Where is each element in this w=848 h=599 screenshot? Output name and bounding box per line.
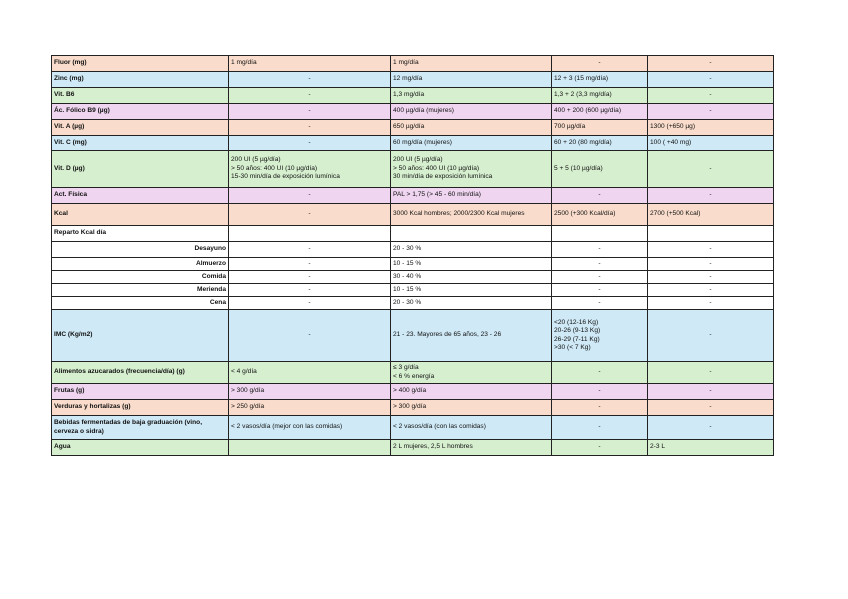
table-row bbox=[52, 400, 774, 416]
table-row bbox=[52, 120, 774, 136]
row-label: Alimentos azucarados (frecuencia/día) (g) bbox=[52, 362, 229, 384]
table-cell: - bbox=[229, 242, 391, 258]
table-cell: 200 UI (5 µg/día) > 50 años: 400 UI (10 µg/día) 15-30 min/día de exposición lumínica bbox=[229, 151, 391, 188]
table-cell: 2 L mujeres, 2,5 L hombres bbox=[391, 440, 552, 456]
table-cell: ≤ 3 g/día < 6 % energía bbox=[391, 362, 552, 384]
table-cell: 1 mg/día bbox=[229, 56, 391, 72]
table-cell: - bbox=[648, 56, 774, 72]
table-cell: - bbox=[229, 120, 391, 136]
table-cell: 10 - 15 % bbox=[391, 258, 552, 271]
table-cell: 1300 (+650 µg) bbox=[648, 120, 774, 136]
table-cell: - bbox=[552, 362, 648, 384]
table-cell: - bbox=[229, 188, 391, 204]
table-cell bbox=[648, 226, 774, 242]
row-label: Almuerzo bbox=[52, 258, 229, 271]
table-cell: - bbox=[648, 258, 774, 271]
row-label: Desayuno bbox=[52, 242, 229, 258]
row-label: Ác. Fólico B9 (µg) bbox=[52, 104, 229, 120]
table-cell: > 250 g/día bbox=[229, 400, 391, 416]
table-cell: 2700 (+500 Kcal) bbox=[648, 204, 774, 226]
row-label: Kcal bbox=[52, 204, 229, 226]
table-cell: - bbox=[648, 242, 774, 258]
table-cell: 20 - 30 % bbox=[391, 242, 552, 258]
table-cell: PAL > 1,75 (> 45 - 60 min/día) bbox=[391, 188, 552, 204]
table-cell: - bbox=[229, 72, 391, 88]
table-cell: - bbox=[229, 258, 391, 271]
table-cell: - bbox=[648, 88, 774, 104]
table-row bbox=[52, 188, 774, 204]
table-cell: - bbox=[552, 242, 648, 258]
table-cell: - bbox=[648, 416, 774, 440]
table-cell: 3000 Kcal hombres; 2000/2300 Kcal mujeres bbox=[391, 204, 552, 226]
row-label: Bebidas fermentadas de baja graduación (vino, cerveza o sidra) bbox=[52, 416, 229, 440]
table-cell: - bbox=[648, 151, 774, 188]
table-cell: - bbox=[552, 400, 648, 416]
table-cell: - bbox=[648, 297, 774, 310]
table-cell: 100 ( +40 mg) bbox=[648, 136, 774, 151]
table-cell: 30 - 40 % bbox=[391, 271, 552, 284]
table-row bbox=[52, 384, 774, 400]
table-cell: - bbox=[229, 88, 391, 104]
table-cell: < 4 g/día bbox=[229, 362, 391, 384]
table-cell: 5 + 5 (10 µg/día) bbox=[552, 151, 648, 188]
table-cell: 1 mg/día bbox=[391, 56, 552, 72]
table-cell: - bbox=[552, 271, 648, 284]
table-row bbox=[52, 56, 774, 72]
table-cell: - bbox=[552, 258, 648, 271]
nutrition-table bbox=[51, 55, 774, 456]
table-cell bbox=[229, 226, 391, 242]
table-cell: - bbox=[229, 104, 391, 120]
table-cell: 400 µg/día (mujeres) bbox=[391, 104, 552, 120]
table-row bbox=[52, 416, 774, 440]
table-row bbox=[52, 440, 774, 456]
table-cell: 2500 (+300 Kcal/día) bbox=[552, 204, 648, 226]
table-row bbox=[52, 204, 774, 226]
table-cell: - bbox=[648, 188, 774, 204]
table-cell: < 2 vasos/día (con las comidas) bbox=[391, 416, 552, 440]
row-label: Vit. C (mg) bbox=[52, 136, 229, 151]
table-cell: < 2 vasos/día (mejor con las comidas) bbox=[229, 416, 391, 440]
table-cell: - bbox=[552, 440, 648, 456]
table-cell: - bbox=[648, 104, 774, 120]
table-cell: 700 µg/día bbox=[552, 120, 648, 136]
table-cell: > 300 g/día bbox=[391, 400, 552, 416]
table-cell: - bbox=[552, 297, 648, 310]
table-cell: 650 µg/día bbox=[391, 120, 552, 136]
row-label: Vit. A (µg) bbox=[52, 120, 229, 136]
table-cell: - bbox=[648, 310, 774, 362]
table-row bbox=[52, 271, 774, 284]
table-cell: > 400 g/día bbox=[391, 384, 552, 400]
table-row bbox=[52, 284, 774, 297]
table-cell: - bbox=[229, 136, 391, 151]
table-row bbox=[52, 104, 774, 120]
row-label: Vit. D (µg) bbox=[52, 151, 229, 188]
table-cell: - bbox=[552, 56, 648, 72]
row-label: Verduras y hortalizas (g) bbox=[52, 400, 229, 416]
table-cell: 20 - 30 % bbox=[391, 297, 552, 310]
table-row bbox=[52, 297, 774, 310]
row-label: Agua bbox=[52, 440, 229, 456]
table-cell: - bbox=[552, 384, 648, 400]
table-cell: - bbox=[229, 271, 391, 284]
row-label: Frutas (g) bbox=[52, 384, 229, 400]
row-label: IMC (Kg/m2) bbox=[52, 310, 229, 362]
table-cell: - bbox=[648, 271, 774, 284]
table-cell: <20 (12-16 Kg) 20-26 (9-13 Kg) 26-29 (7-11 Kg) >30 (< 7 Kg) bbox=[552, 310, 648, 362]
table-cell: - bbox=[552, 284, 648, 297]
row-label: Merienda bbox=[52, 284, 229, 297]
table-cell: - bbox=[648, 72, 774, 88]
table-cell bbox=[391, 226, 552, 242]
table-cell: - bbox=[552, 188, 648, 204]
table-cell: - bbox=[648, 384, 774, 400]
row-label: Fluor (mg) bbox=[52, 56, 229, 72]
table-cell: 10 - 15 % bbox=[391, 284, 552, 297]
table-row bbox=[52, 136, 774, 151]
row-label: Cena bbox=[52, 297, 229, 310]
table-cell: 400 + 200 (600 µg/día) bbox=[552, 104, 648, 120]
table-cell: - bbox=[648, 284, 774, 297]
table-cell: 60 mg/día (mujeres) bbox=[391, 136, 552, 151]
table-cell: > 300 g/día bbox=[229, 384, 391, 400]
table-cell: - bbox=[552, 416, 648, 440]
table-row bbox=[52, 258, 774, 271]
table-row bbox=[52, 88, 774, 104]
table-cell: 12 + 3 (15 mg/día) bbox=[552, 72, 648, 88]
table-cell: 2-3 L bbox=[648, 440, 774, 456]
row-label: Act. Física bbox=[52, 188, 229, 204]
table-cell: - bbox=[648, 400, 774, 416]
table-cell: - bbox=[229, 310, 391, 362]
table-row bbox=[52, 310, 774, 362]
row-label: Reparto Kcal día bbox=[52, 226, 229, 242]
table-cell: 21 - 23. Mayores de 65 años, 23 - 26 bbox=[391, 310, 552, 362]
table-row bbox=[52, 151, 774, 188]
table-cell bbox=[229, 440, 391, 456]
table-row bbox=[52, 362, 774, 384]
table-row bbox=[52, 72, 774, 88]
table-cell: - bbox=[229, 297, 391, 310]
table-cell: 60 + 20 (80 mg/día) bbox=[552, 136, 648, 151]
table-cell: - bbox=[229, 284, 391, 297]
row-label: Comida bbox=[52, 271, 229, 284]
table-row bbox=[52, 226, 774, 242]
table-cell: - bbox=[229, 204, 391, 226]
row-label: Zinc (mg) bbox=[52, 72, 229, 88]
row-label: Vit. B6 bbox=[52, 88, 229, 104]
table-cell: 200 UI (5 µg/día) > 50 años: 400 UI (10 µg/día) 30 min/día de exposición lumínica bbox=[391, 151, 552, 188]
table-cell: 1,3 + 2 (3,3 mg/día) bbox=[552, 88, 648, 104]
table-cell bbox=[552, 226, 648, 242]
table-cell: 12 mg/día bbox=[391, 72, 552, 88]
table-cell: 1,3 mg/día bbox=[391, 88, 552, 104]
table-cell: - bbox=[648, 362, 774, 384]
table-row bbox=[52, 242, 774, 258]
